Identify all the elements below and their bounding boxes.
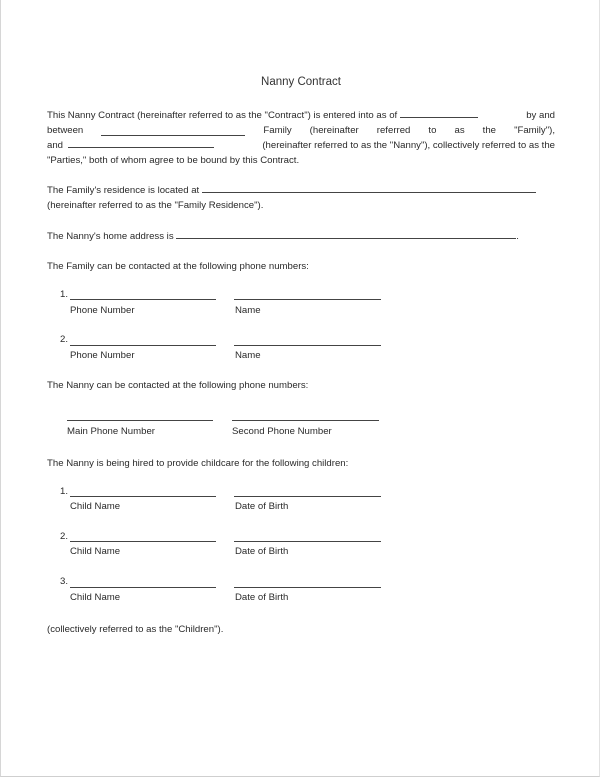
intro-word: to — [428, 125, 437, 136]
nanny-main-phone-blank[interactable] — [67, 420, 213, 421]
intro-line-2 — [47, 123, 555, 138]
main-phone-caption: Main Phone Number — [67, 426, 155, 437]
child-number: 2. — [60, 531, 69, 542]
child-number: 1. — [60, 486, 69, 497]
family-phone-1-blank[interactable] — [70, 299, 216, 300]
phone-number-caption: Phone Number — [70, 305, 135, 316]
child-2-dob-blank[interactable] — [234, 541, 381, 542]
child-number: 3. — [60, 576, 69, 587]
family-contact-number: 2. — [60, 334, 69, 345]
second-phone-caption: Second Phone Number — [232, 426, 332, 437]
nanny-address-label: The Nanny's home address is — [47, 231, 174, 242]
children-footer: (collectively referred to as the "Children"). — [47, 624, 224, 635]
child-1-name-blank[interactable] — [70, 496, 216, 497]
child-1-dob-blank[interactable] — [234, 496, 381, 497]
intro-word: as — [454, 125, 465, 136]
residence-label: The Family's residence is located at — [47, 185, 200, 196]
name-caption: Name — [235, 305, 261, 316]
residence-line-2: (hereinafter referred to as the "Family Residence"). — [47, 200, 264, 211]
contract-date-blank[interactable] — [400, 108, 478, 118]
family-name-1-blank[interactable] — [234, 299, 381, 300]
nanny-name-blank[interactable] — [68, 138, 214, 148]
intro-word: "Family"), — [514, 125, 555, 136]
nanny-second-phone-blank[interactable] — [232, 420, 379, 421]
family-name-2-blank[interactable] — [234, 345, 381, 346]
intro-line-1 — [47, 108, 555, 123]
date-of-birth-caption: Date of Birth — [235, 592, 289, 603]
family-contacts-heading: The Family can be contacted at the following phone numbers: — [47, 261, 309, 272]
intro-line-3 — [47, 138, 555, 153]
intro-line-3-end: (hereinafter referred to as the "Nanny"), collectively referred to as the — [262, 140, 555, 151]
child-name-caption: Child Name — [70, 501, 121, 512]
child-3-dob-blank[interactable] — [234, 587, 381, 588]
intro-line-3-start: and — [47, 140, 64, 151]
child-name-caption: Child Name — [70, 592, 121, 603]
intro-word: (hereinafter — [309, 125, 359, 136]
family-phone-2-blank[interactable] — [70, 345, 216, 346]
name-caption: Name — [235, 350, 261, 361]
children-heading: The Nanny is being hired to provide childcare for the following children: — [47, 458, 349, 469]
child-2-name-blank[interactable] — [70, 541, 216, 542]
family-contact-number: 1. — [60, 289, 69, 300]
intro-word: referred — [376, 125, 411, 136]
nanny-address-blank[interactable] — [176, 229, 516, 239]
family-name-blank[interactable] — [101, 126, 245, 136]
date-of-birth-caption: Date of Birth — [235, 501, 289, 512]
intro-line-1-text: This Nanny Contract (hereinafter referred to as the "Contract") is entered into as of — [47, 110, 398, 121]
intro-line-4: "Parties," both of whom agree to be bound by this Contract. — [47, 155, 300, 166]
residence-line-1 — [47, 183, 555, 198]
nanny-address-line — [47, 229, 555, 244]
intro-word: Family — [263, 125, 292, 136]
intro-line-2-start: between — [47, 125, 84, 136]
document-title: Nanny Contract — [261, 76, 341, 88]
nanny-contacts-heading: The Nanny can be contacted at the following phone numbers: — [47, 380, 309, 391]
child-3-name-blank[interactable] — [70, 587, 216, 588]
residence-blank[interactable] — [202, 183, 536, 193]
intro-line-1-end: by and — [526, 110, 555, 121]
date-of-birth-caption: Date of Birth — [235, 546, 289, 557]
nanny-address-end: . — [516, 231, 519, 242]
phone-number-caption: Phone Number — [70, 350, 135, 361]
intro-word: the — [482, 125, 497, 136]
child-name-caption: Child Name — [70, 546, 121, 557]
